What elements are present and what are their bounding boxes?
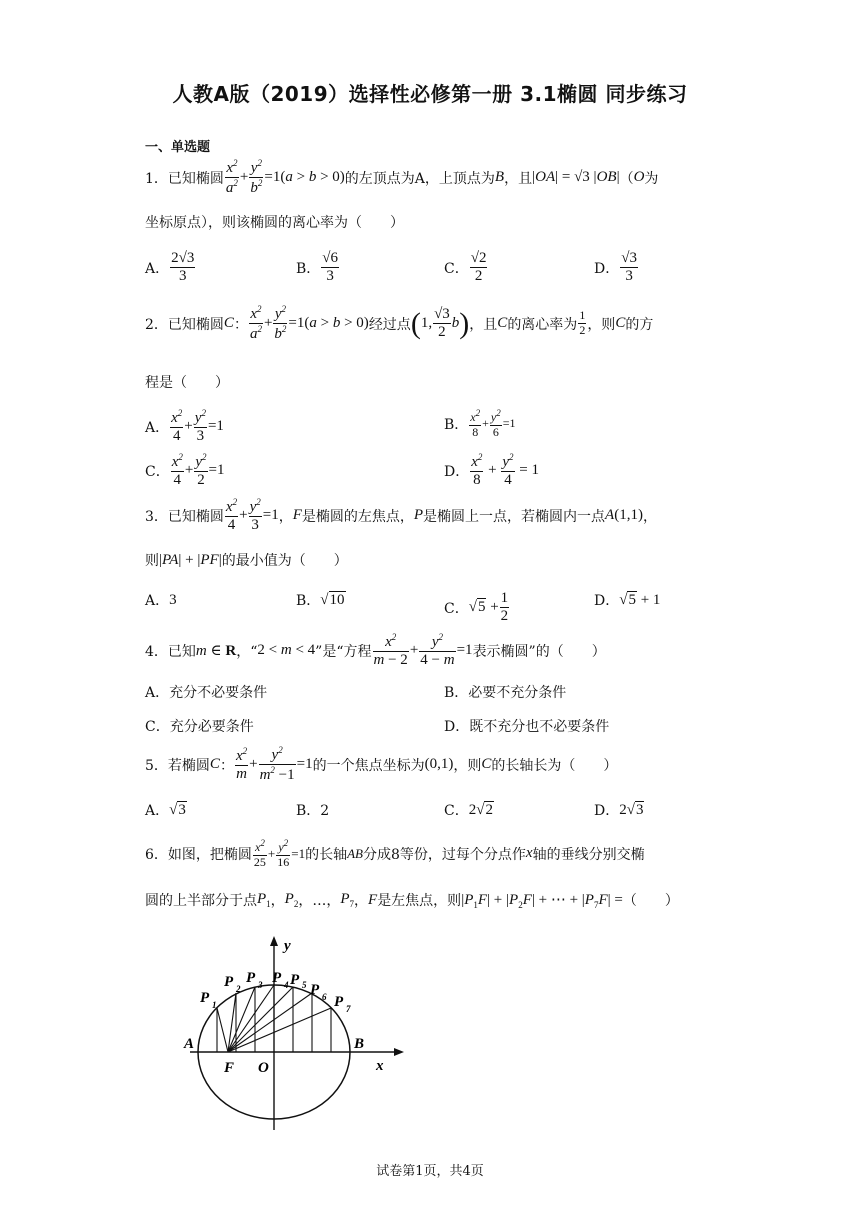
fraction: $\frac{x^2}{a^2}$ <box>225 158 238 197</box>
question-text: 的离心率为 <box>507 316 578 333</box>
option-d: D．既不充分也不必要条件 <box>444 719 610 735</box>
option-b: B． $\frac{√6}{3}$ <box>296 250 339 285</box>
question-text: 已知 <box>167 643 196 660</box>
question-number: 4． <box>145 643 168 660</box>
question-1-line-2: 坐标原点），则该椭圆的离心率为（ ） <box>145 215 404 231</box>
question-number: 2． <box>145 316 168 333</box>
y-axis-arrow <box>270 936 278 946</box>
question-text: 如图，把椭圆 <box>167 846 252 863</box>
label-f: F <box>224 1060 235 1076</box>
option-d: D． $\frac{x^2}{8}$ + $\frac{y^2}{4}$ = 1 <box>444 452 540 489</box>
question-text: 为 <box>644 170 659 187</box>
x-axis-arrow <box>394 1048 404 1056</box>
label-p6: P <box>310 982 320 998</box>
svg-text:6: 6 <box>322 992 327 1002</box>
label-a: A <box>184 1036 195 1052</box>
svg-text:4: 4 <box>284 980 289 990</box>
question-text: ，且 <box>469 316 498 333</box>
label-p7: P <box>334 994 344 1010</box>
question-5-line-1: 5． 若椭圆 C ： $\frac{x^2}{m}$ + $\frac{y^2}{m^2 -1}$ =1 的一个焦点坐标为 (0,1) ，则 C 的长轴长为（ ） <box>145 745 618 784</box>
page-title: 人教A版（2019）选择性必修第一册 3.1椭圆 同步练习 <box>172 82 688 106</box>
option-b: B．必要不充分条件 <box>444 685 567 701</box>
question-4-line-1: 4． 已知 m ∈ R ，“ 2 < m < 4 ”是“方程 $\frac{x^2}{m - 2}$ + $\frac{y^2}{4 - m}$ =1 表示椭圆”的（ ） <box>145 632 606 669</box>
question-3-line-1: 3． 已知椭圆 $\frac{x^2}{4}$ + $\frac{y^2}{3}$ =1 ， F 是椭圆的左焦点， P 是椭圆上一点，若椭圆内一点 A(1,1) ， <box>145 497 657 534</box>
question-6-line-2: 圆的上半部分于点 $P_1$ ， $P_2$ ，…， $P_7$ ， F 是左焦点，则 $|P_1F| + |P_2F|$ + ⋯ + $|P_7F|$ = （ ） <box>145 891 679 910</box>
question-text: （ <box>619 170 634 187</box>
option-a: A． √3 <box>145 801 186 819</box>
svg-text:7: 7 <box>346 1004 351 1014</box>
page-footer: 试卷第1页，共4页 <box>376 1164 484 1179</box>
question-1-line-1: 1． 已知椭圆 $\frac{x^2}{a^2}$ + $\frac{y^2}{b^2}$ =1(a > b > 0) 的左顶点为A，上顶点为 B ，且 |OA| = √3 |OB| （ O 为 <box>145 158 659 197</box>
option-b: B． √10 <box>296 591 345 609</box>
question-text: 已知椭圆 <box>167 508 224 525</box>
question-text: ，且 <box>504 170 533 187</box>
label-p4: P <box>272 970 282 986</box>
label-p3: P <box>246 970 256 986</box>
question-2-line-2: 程是（ ） <box>145 375 229 391</box>
svg-text:1: 1 <box>212 1000 217 1010</box>
label-p1: P <box>200 990 210 1006</box>
option-a: A．充分不必要条件 <box>145 685 268 701</box>
question-number: 5． <box>145 757 168 774</box>
question-text: 的方 <box>625 316 654 333</box>
svg-text:5: 5 <box>302 980 307 990</box>
svg-text:2: 2 <box>236 984 241 994</box>
option-d: D． 2√3 <box>594 801 644 819</box>
option-a: A． 3 <box>145 591 177 609</box>
option-b: B．2 <box>296 803 330 819</box>
question-number: 3． <box>145 508 168 525</box>
question-text: ，则 <box>587 316 616 333</box>
fraction: $\frac{y^2}{b^2}$ <box>250 158 263 197</box>
option-c: C． $\frac{√2}{2}$ <box>444 250 487 285</box>
question-number: 6． <box>145 846 168 863</box>
option-c: C． $\frac{x^2}{4}$ + $\frac{y^2}{2}$ =1 <box>145 452 225 489</box>
option-a: A． $\frac{2√3}{3}$ <box>145 250 195 285</box>
option-d: D． $\frac{√3}{3}$ <box>594 250 637 285</box>
question-text: 是椭圆上一点，若椭圆内一点 <box>423 508 606 525</box>
question-text: 的左顶点为A，上顶点为 <box>344 170 495 187</box>
option-b: B． $\frac{x^2}{8}$ + $\frac{y^2}{6}$ =1 <box>444 408 516 439</box>
section-heading: 一、单选题 <box>145 140 211 155</box>
ellipse-figure <box>170 930 410 1140</box>
label-p2: P <box>224 974 234 990</box>
question-number: 1． <box>145 170 168 187</box>
question-3-line-2: 则 |PA| + |PF| 的最小值为（ ） <box>145 551 348 569</box>
option-a: A． $\frac{x^2}{4}$ + $\frac{y^2}{3}$ =1 <box>145 408 224 445</box>
option-d: D． √5 + 1 <box>594 591 661 609</box>
question-text: 已知椭圆 <box>167 316 224 333</box>
y-label: y <box>284 938 291 954</box>
question-text: 经过点 <box>368 316 411 333</box>
label-b: B <box>354 1036 365 1052</box>
question-text: 若椭圆 <box>167 757 210 774</box>
label-p5: P <box>290 972 300 988</box>
x-label: x <box>376 1058 384 1074</box>
question-text: 是椭圆的左焦点， <box>301 508 414 525</box>
question-2-line-1: 2． 已知椭圆 C ： $\frac{x^2}{a^2}$ + $\frac{y^2}{b^2}$ =1(a > b > 0) 经过点 ( 1, $\frac{√3}{2}$ b ) ，且 C 的离心率为 $\frac{1}{2}$ ，则 C 的方 <box>145 304 654 343</box>
option-c: C．充分必要条件 <box>145 719 254 735</box>
option-c: C． 2√2 <box>444 801 493 819</box>
label-o: O <box>258 1060 269 1076</box>
question-text: 已知椭圆 <box>167 170 224 187</box>
question-6-line-1: 6． 如图，把椭圆 $\frac{x^2}{25}$ + $\frac{y^2}{16}$ =1 的长轴 AB 分成8等份，过每个分点作 x 轴的垂线分别交椭 <box>145 838 645 869</box>
svg-text:3: 3 <box>258 980 263 990</box>
option-c: C． √5 + $\frac{1}{2}$ <box>444 590 509 625</box>
